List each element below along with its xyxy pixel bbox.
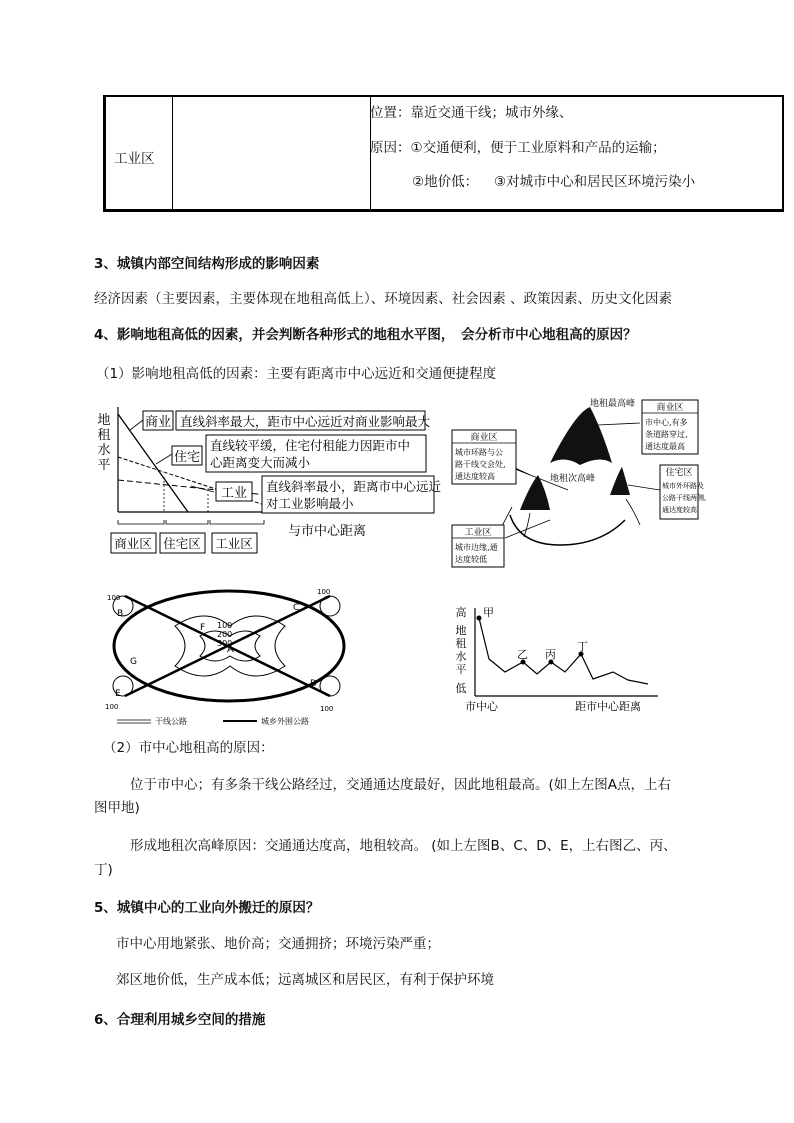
zone-label: 住宅区 [163,536,201,551]
sub-heading: （1）影响地租高低的因素：主要有距离市中心远近和交通便捷程度 [96,366,497,382]
bid-rent-figure [96,402,441,562]
table-zone-label: 工业区 [114,151,155,167]
contour-label: 100 [317,588,331,596]
point-label: E [115,689,121,699]
y-axis-label: 水 [97,443,111,458]
contour-label: 100 [105,703,119,711]
paragraph: 丁) [94,862,113,878]
box-text: 城市边缘,通 [455,543,498,552]
section-heading: 3、城镇内部空间结构形成的影响因素 [94,256,320,272]
point-label: A [227,644,234,655]
box-title: 商业区 [656,403,684,413]
table-line: 原因：①交通便利，便于工业原料和产品的运输； [370,140,666,156]
legend-label: 干线公路 [155,717,187,726]
paragraph: 郊区地价低，生产成本低；远离城区和居民区，有利于保护环境 [116,972,494,988]
y-axis-label: 高 [455,606,467,619]
y-axis-label: 低 [455,682,467,695]
contour-label: 100 [320,705,334,713]
zone-label: 工业区 [215,536,253,551]
secondary-peak [520,475,550,510]
y-axis-label: 租 [455,637,467,650]
table-divider [172,97,173,209]
y-axis-label: 水 [455,650,467,663]
industry-desc: 直线斜率最小，距离市中心远近 [266,479,442,494]
sub-heading: （2）市中心地租高的原因： [103,740,274,756]
rent-profile-chart [453,604,663,716]
contour-label: 200 [217,630,233,639]
box-text: 城市外环路及 [662,482,704,490]
x-axis-label: 距市中心距离 [575,700,641,713]
point-label: 甲 [483,606,494,619]
residential-desc: 直线较平缓，住宅付租能力因距市中 [210,438,411,453]
box-text: 公路干线两侧, [662,494,707,502]
point-label: D [310,679,317,689]
section-heading: 6、合理利用城乡空间的措施 [94,1012,266,1028]
peak-label: 地租最高峰 [590,399,636,409]
rent-curve [479,618,648,684]
contour-label: 100 [107,594,121,602]
point-label: F [200,623,206,633]
residential-desc: 心距离变大而减小 [210,455,311,470]
paragraph: 形成地租次高峰原因：交通通达度高，地租较高。 (如上左图B、C、D、E，上右图乙、丙、 [130,838,677,854]
point-label: C [293,603,300,613]
box-text: 路干线交会处, [455,460,506,469]
box-title: 商业区 [470,433,498,443]
paragraph: 位于市中心；有多条干线公路经过，交通通达度最好，因此地租最高。(如上左图A点，上右 [130,777,672,793]
contour-label: 100 [217,621,233,630]
industry-desc: 对工业影响最小 [266,496,354,511]
secondary-peak [610,467,630,495]
paragraph: 经济因素（主要因素，主要体现在地租高低上）、环境因素、社会因素 、政策因素、历史文化因素 [94,291,673,307]
main-peak [550,407,612,465]
y-axis-label: 平 [97,458,111,473]
city-rent-map [105,586,345,726]
point-label: G [130,657,137,667]
point-label: B [117,609,124,619]
table-line: ②地价低： [412,174,479,190]
point-label: 丙 [545,648,556,661]
box-title: 工业区 [464,528,492,538]
paragraph: 图甲地) [94,800,140,816]
commerce-desc: 直线斜率最大，距市中心远近对商业影响最大 [180,414,431,429]
x-axis-label: 与市中心距离 [288,524,367,539]
section-heading: 4、影响地租高低的因素，并会判断各种形式的地租水平图， 会分析市中心地租高的原因？ [94,327,637,343]
y-axis-label: 平 [455,663,467,676]
box-text: 城市环路与公 [455,448,503,457]
box-text: 市中心,有多 [645,418,688,427]
rent-peaks-figure [450,395,707,570]
commerce-box-label: 商业 [144,415,172,430]
table-line: ③对城市中心和居民区环境污染小 [494,174,696,190]
zone-label: 商业区 [114,536,152,551]
section-heading: 5、城镇中心的工业向外搬迁的原因？ [94,900,320,916]
second-peak-label: 地租次高峰 [550,474,596,484]
point-label: 乙 [517,648,528,661]
legend-label: 城乡外围公路 [261,717,309,726]
box-text: 通达度较高 [662,506,697,514]
box-text: 通达度最高 [645,442,685,451]
y-axis-label: 租 [97,428,111,443]
x-axis-label: 市中心 [465,700,498,713]
residential-box-label: 住宅 [173,450,201,465]
industry-box-label: 工业 [220,486,248,501]
point-label: 丁 [577,640,588,653]
y-axis-label: 地 [97,413,111,428]
y-axis-label: 地 [455,624,467,637]
box-text: 通达度较高 [455,472,495,481]
contour-label: 300 [217,639,233,648]
paragraph: 市中心用地紧张、地价高；交通拥挤；环境污染严重； [116,936,440,952]
box-title: 住宅区 [665,468,693,478]
table-line: 位置：靠近交通干线；城市外缘、 [370,105,573,121]
box-text: 条道路穿过, [645,430,688,439]
box-text: 达度较低 [455,555,487,564]
